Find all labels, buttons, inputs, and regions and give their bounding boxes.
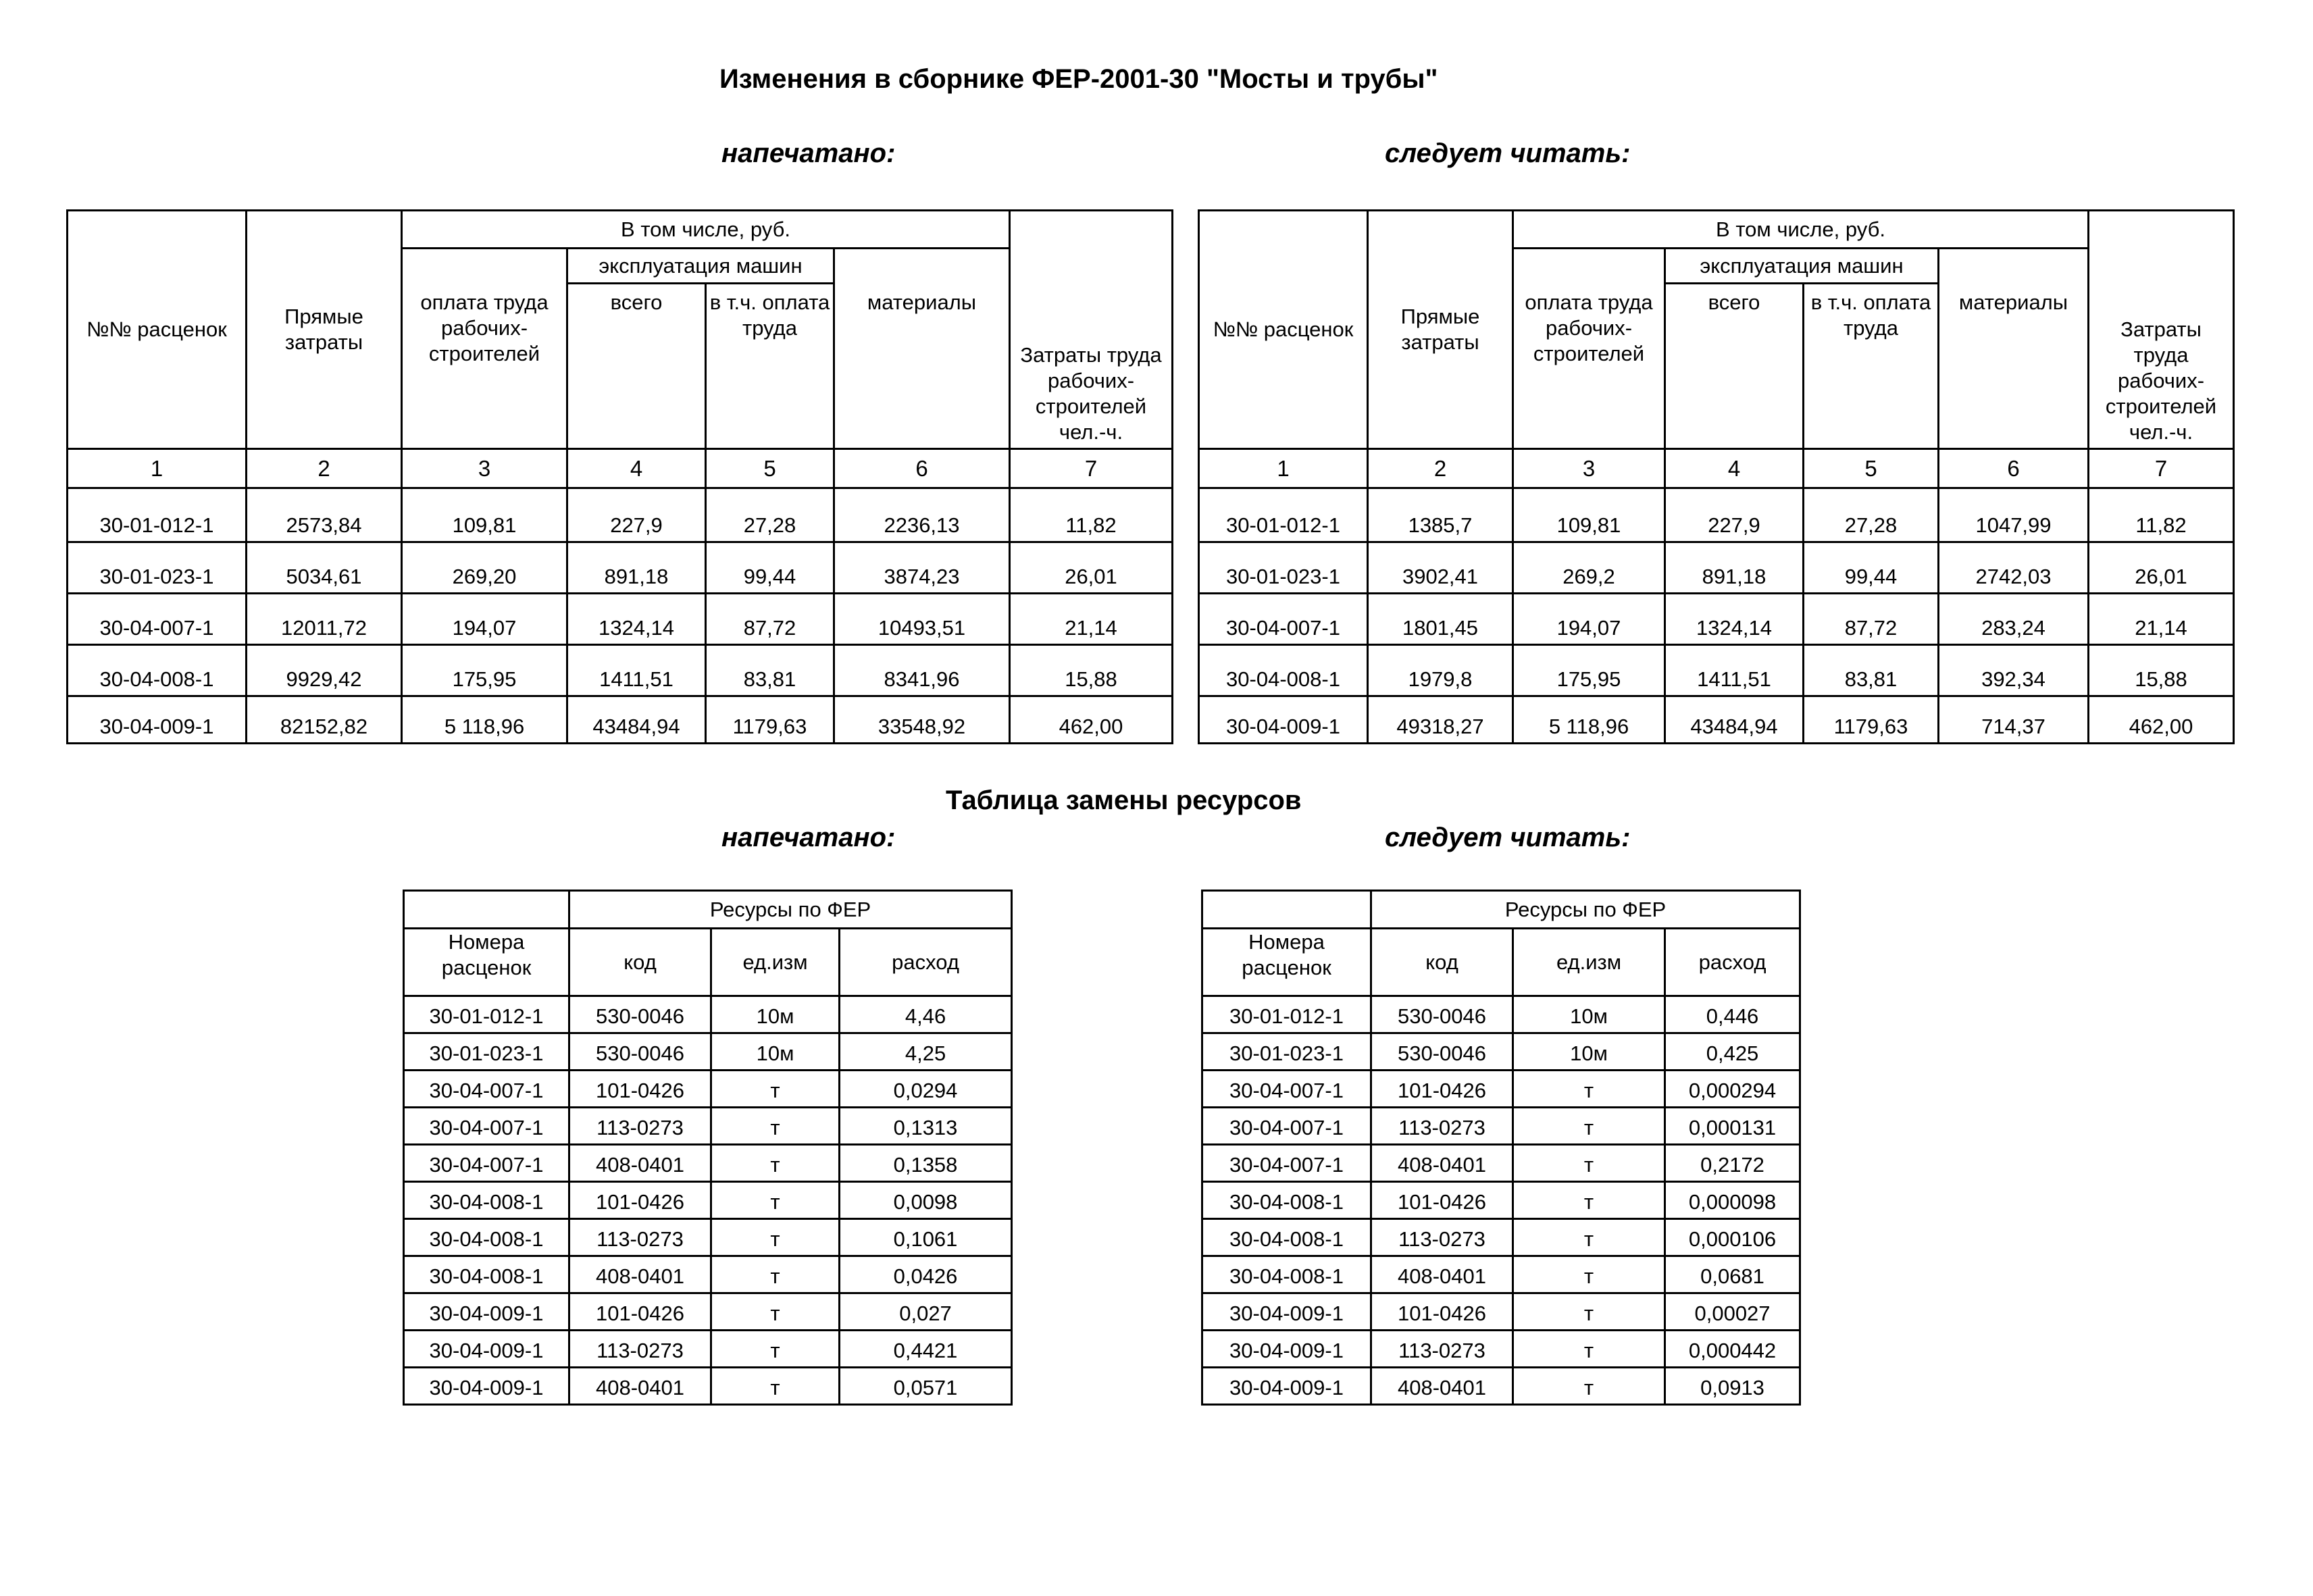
table-cell: 0,446 [1665, 996, 1800, 1033]
table-cell: т [1513, 1108, 1665, 1145]
table-cell: 408-0401 [1371, 1256, 1513, 1293]
table-cell: 0,027 [840, 1293, 1012, 1331]
table-cell: 0,000098 [1665, 1182, 1800, 1219]
header-machines-total: всего [1665, 284, 1804, 449]
table-cell: 891,18 [567, 542, 706, 594]
table-cell: 33548,92 [834, 696, 1010, 744]
page-title: Изменения в сборнике ФЕР-2001-30 "Мосты и трубы" [719, 64, 1438, 94]
table-row [68, 594, 1173, 645]
table-cell: 30-04-007-1 [68, 594, 247, 645]
header-materials: материалы [834, 249, 1010, 449]
header-labor-hours: Затраты труда рабочих-строителей чел.-ч. [2089, 211, 2234, 449]
table-cell: т [711, 1331, 840, 1368]
table-cell: 113-0273 [1371, 1108, 1513, 1145]
table-cell: 99,44 [706, 542, 834, 594]
table-cell: 9929,42 [247, 645, 402, 696]
table-cell: 30-01-012-1 [68, 488, 247, 542]
table-cell: 0,0681 [1665, 1256, 1800, 1293]
table-cell: т [711, 1256, 840, 1293]
table-cell: 82152,82 [247, 696, 402, 744]
table-cell: 5 118,96 [402, 696, 567, 744]
table-row [1202, 1108, 1800, 1145]
header-rate-numbers: Номера расценок [1202, 929, 1371, 996]
table-row [1202, 1293, 1800, 1331]
table-cell: 0,0426 [840, 1256, 1012, 1293]
table-cell: 30-04-007-1 [1202, 1071, 1371, 1108]
table-cell: 408-0401 [1371, 1368, 1513, 1405]
table-row [404, 1108, 1012, 1145]
table-cell: 0,1313 [840, 1108, 1012, 1145]
table-cell: 30-01-012-1 [1202, 996, 1371, 1033]
table-cell: 113-0273 [1371, 1331, 1513, 1368]
table-cell: 30-04-007-1 [404, 1108, 569, 1145]
col-number: 7 [1010, 449, 1173, 488]
table-cell: 21,14 [2089, 594, 2234, 645]
table-cell: 11,82 [2089, 488, 2234, 542]
table-cell: т [711, 1182, 840, 1219]
table-row [404, 1331, 1012, 1368]
table-cell: 30-04-008-1 [1199, 645, 1368, 696]
table-row [404, 996, 1012, 1033]
table-cell: 5 118,96 [1513, 696, 1665, 744]
table-row [1202, 1331, 1800, 1368]
table-cell: т [711, 1219, 840, 1256]
correct-label-2: следует читать: [1385, 823, 1631, 852]
table-cell: 30-04-009-1 [1202, 1368, 1371, 1405]
col-number: 6 [1939, 449, 2089, 488]
table-cell: 2236,13 [834, 488, 1010, 542]
main-table-correct [1198, 209, 2235, 744]
table-cell: т [1513, 1368, 1665, 1405]
table-cell: 0,2172 [1665, 1145, 1800, 1182]
col-number: 2 [247, 449, 402, 488]
table-cell: 269,20 [402, 542, 567, 594]
header-consumption: расход [1665, 929, 1800, 996]
correct-label: следует читать: [1385, 138, 1631, 168]
table-cell: 30-04-009-1 [404, 1293, 569, 1331]
table-cell: т [1513, 1145, 1665, 1182]
table-cell: 5034,61 [247, 542, 402, 594]
table-row [1202, 1256, 1800, 1293]
table-row [68, 542, 1173, 594]
table-cell: 3902,41 [1368, 542, 1513, 594]
col-number: 3 [402, 449, 567, 488]
header-labor-hours: Затраты труда рабочих-строителей чел.-ч. [1010, 211, 1173, 449]
header-wages: оплата труда рабочих-строителей [1513, 249, 1665, 449]
table-cell: 113-0273 [569, 1331, 711, 1368]
table-cell: 175,95 [1513, 645, 1665, 696]
table-row [1202, 1182, 1800, 1219]
col-number: 3 [1513, 449, 1665, 488]
header-empty [1202, 891, 1371, 929]
table-cell: т [1513, 1293, 1665, 1331]
table-row [1199, 594, 2234, 645]
header-unit: ед.изм [1513, 929, 1665, 996]
table-cell: 2573,84 [247, 488, 402, 542]
table-cell: 26,01 [1010, 542, 1173, 594]
header-materials: материалы [1939, 249, 2089, 449]
table-cell: 109,81 [402, 488, 567, 542]
table-cell: 530-0046 [569, 996, 711, 1033]
table-row [404, 1368, 1012, 1405]
table-cell: 714,37 [1939, 696, 2089, 744]
table-cell: 227,9 [567, 488, 706, 542]
table-row [1202, 1368, 1800, 1405]
table-cell: 10493,51 [834, 594, 1010, 645]
table-cell: т [711, 1293, 840, 1331]
table-cell: 30-04-009-1 [404, 1368, 569, 1405]
table-cell: 10м [711, 996, 840, 1033]
table-cell: 30-04-007-1 [1199, 594, 1368, 645]
table-row [404, 1145, 1012, 1182]
table-cell: 27,28 [1804, 488, 1939, 542]
table-cell: 87,72 [1804, 594, 1939, 645]
table-cell: 462,00 [2089, 696, 2234, 744]
table-cell: 30-04-007-1 [404, 1145, 569, 1182]
table-cell: 30-04-008-1 [68, 645, 247, 696]
table-cell: 30-04-008-1 [1202, 1256, 1371, 1293]
table-cell: т [1513, 1256, 1665, 1293]
table-row [404, 1182, 1012, 1219]
col-number: 1 [68, 449, 247, 488]
header-wages: оплата труда рабочих-строителей [402, 249, 567, 449]
table-cell: 30-04-008-1 [404, 1182, 569, 1219]
table-cell: 2742,03 [1939, 542, 2089, 594]
table-cell: 408-0401 [1371, 1145, 1513, 1182]
table-cell: 113-0273 [569, 1219, 711, 1256]
table-row [68, 696, 1173, 744]
table-cell: 101-0426 [569, 1182, 711, 1219]
table-cell: 49318,27 [1368, 696, 1513, 744]
table-cell: 83,81 [1804, 645, 1939, 696]
table-cell: 0,0294 [840, 1071, 1012, 1108]
table-cell: 43484,94 [567, 696, 706, 744]
table-cell: 10м [1513, 996, 1665, 1033]
resource-table-correct [1201, 890, 1801, 1406]
table-cell: 408-0401 [569, 1256, 711, 1293]
table-cell: т [1513, 1182, 1665, 1219]
table-cell: 1179,63 [706, 696, 834, 744]
table-row [1199, 645, 2234, 696]
table-cell: 27,28 [706, 488, 834, 542]
table-cell: 0,1061 [840, 1219, 1012, 1256]
table-cell: 30-04-008-1 [1202, 1219, 1371, 1256]
table-cell: 1324,14 [1665, 594, 1804, 645]
table-row [1202, 1219, 1800, 1256]
table-cell: т [711, 1071, 840, 1108]
header-rate-numbers: Номера расценок [404, 929, 569, 996]
table-cell: 30-01-023-1 [68, 542, 247, 594]
header-resources: Ресурсы по ФЕР [569, 891, 1012, 929]
printed-label-2: напечатано: [721, 823, 896, 852]
table-cell: 0,0913 [1665, 1368, 1800, 1405]
table-cell: 0,425 [1665, 1033, 1800, 1071]
table-cell: 0,000442 [1665, 1331, 1800, 1368]
table-cell: 175,95 [402, 645, 567, 696]
table-cell: 3874,23 [834, 542, 1010, 594]
header-unit: ед.изм [711, 929, 840, 996]
table-row [68, 488, 1173, 542]
table-row [1202, 1033, 1800, 1071]
col-number: 4 [567, 449, 706, 488]
col-number: 2 [1368, 449, 1513, 488]
table-cell: 30-04-007-1 [1202, 1108, 1371, 1145]
table-row [404, 1219, 1012, 1256]
table-row [404, 1293, 1012, 1331]
header-code: код [569, 929, 711, 996]
col-number: 6 [834, 449, 1010, 488]
table-cell: т [1513, 1331, 1665, 1368]
table-cell: 101-0426 [569, 1293, 711, 1331]
table-cell: 99,44 [1804, 542, 1939, 594]
table-cell: т [1513, 1219, 1665, 1256]
table-cell: 101-0426 [1371, 1071, 1513, 1108]
col-number: 1 [1199, 449, 1368, 488]
header-direct-costs: Прямые затраты [247, 211, 402, 449]
table-cell: 30-01-012-1 [1199, 488, 1368, 542]
table-cell: 462,00 [1010, 696, 1173, 744]
table-cell: 8341,96 [834, 645, 1010, 696]
table-row [1202, 1145, 1800, 1182]
table-cell: 0,1358 [840, 1145, 1012, 1182]
table-cell: 109,81 [1513, 488, 1665, 542]
table-cell: 12011,72 [247, 594, 402, 645]
table-cell: 113-0273 [569, 1108, 711, 1145]
table-row [1199, 488, 2234, 542]
table-cell: 30-04-008-1 [404, 1256, 569, 1293]
header-including: В том числе, руб. [402, 211, 1010, 249]
resource-table-printed [403, 890, 1013, 1406]
table-cell: 1047,99 [1939, 488, 2089, 542]
table-cell: 408-0401 [569, 1145, 711, 1182]
table-cell: 194,07 [1513, 594, 1665, 645]
table-cell: 0,4421 [840, 1331, 1012, 1368]
table-cell: 530-0046 [1371, 1033, 1513, 1071]
header-machines-total: всего [567, 284, 706, 449]
table-cell: 4,25 [840, 1033, 1012, 1071]
table-cell: 15,88 [1010, 645, 1173, 696]
table-cell: 113-0273 [1371, 1219, 1513, 1256]
header-consumption: расход [840, 929, 1012, 996]
table-row [1202, 1071, 1800, 1108]
table-cell: 269,2 [1513, 542, 1665, 594]
table-row [1199, 696, 2234, 744]
table-cell: 1801,45 [1368, 594, 1513, 645]
table-cell: 0,000106 [1665, 1219, 1800, 1256]
table-cell: 101-0426 [1371, 1182, 1513, 1219]
table-cell: 83,81 [706, 645, 834, 696]
table-row [68, 645, 1173, 696]
table-cell: 15,88 [2089, 645, 2234, 696]
table-cell: 30-04-009-1 [404, 1331, 569, 1368]
header-machines-wages: в т.ч. оплата труда [706, 284, 834, 449]
table-cell: 4,46 [840, 996, 1012, 1033]
table-cell: 30-04-008-1 [1202, 1182, 1371, 1219]
col-number: 5 [706, 449, 834, 488]
table-cell: 30-04-008-1 [404, 1219, 569, 1256]
table-row [404, 1033, 1012, 1071]
table-cell: 1179,63 [1804, 696, 1939, 744]
table-cell: 1385,7 [1368, 488, 1513, 542]
table-cell: 30-01-012-1 [404, 996, 569, 1033]
table-cell: 0,00027 [1665, 1293, 1800, 1331]
table-cell: 1324,14 [567, 594, 706, 645]
header-empty [404, 891, 569, 929]
header-including: В том числе, руб. [1513, 211, 2089, 249]
table-cell: 30-01-023-1 [1199, 542, 1368, 594]
table-cell: 194,07 [402, 594, 567, 645]
table-row [1199, 542, 2234, 594]
table-cell: т [711, 1108, 840, 1145]
table-cell: 10м [1513, 1033, 1665, 1071]
table-cell: т [711, 1145, 840, 1182]
table-cell: 0,0571 [840, 1368, 1012, 1405]
table-cell: 26,01 [2089, 542, 2234, 594]
table-cell: 30-01-023-1 [404, 1033, 569, 1071]
header-machines: эксплуатация машин [567, 249, 834, 284]
table-cell: т [1513, 1071, 1665, 1108]
table-cell: т [711, 1368, 840, 1405]
table-cell: 10м [711, 1033, 840, 1071]
table-cell: 0,000131 [1665, 1108, 1800, 1145]
table-row [1202, 996, 1800, 1033]
resource-table-title: Таблица замены ресурсов [946, 786, 1302, 815]
table-row [404, 1256, 1012, 1293]
table-cell: 1411,51 [567, 645, 706, 696]
table-cell: 0,000294 [1665, 1071, 1800, 1108]
table-cell: 408-0401 [569, 1368, 711, 1405]
table-cell: 11,82 [1010, 488, 1173, 542]
table-cell: 0,0098 [840, 1182, 1012, 1219]
table-cell: 30-04-009-1 [1202, 1331, 1371, 1368]
col-number: 5 [1804, 449, 1939, 488]
table-cell: 530-0046 [569, 1033, 711, 1071]
table-cell: 21,14 [1010, 594, 1173, 645]
col-number: 4 [1665, 449, 1804, 488]
table-cell: 30-04-009-1 [68, 696, 247, 744]
table-cell: 227,9 [1665, 488, 1804, 542]
printed-label: напечатано: [721, 138, 896, 168]
table-cell: 30-04-007-1 [1202, 1145, 1371, 1182]
header-code: код [1371, 929, 1513, 996]
table-cell: 30-04-009-1 [1202, 1293, 1371, 1331]
table-row [404, 1071, 1012, 1108]
col-number: 7 [2089, 449, 2234, 488]
table-cell: 530-0046 [1371, 996, 1513, 1033]
table-cell: 87,72 [706, 594, 834, 645]
header-rate-number: №№ расценок [1199, 211, 1368, 449]
table-cell: 1979,8 [1368, 645, 1513, 696]
table-cell: 43484,94 [1665, 696, 1804, 744]
table-cell: 30-04-007-1 [404, 1071, 569, 1108]
table-cell: 101-0426 [1371, 1293, 1513, 1331]
header-machines: эксплуатация машин [1665, 249, 1939, 284]
header-resources: Ресурсы по ФЕР [1371, 891, 1800, 929]
table-cell: 392,34 [1939, 645, 2089, 696]
header-rate-number: №№ расценок [68, 211, 247, 449]
table-cell: 283,24 [1939, 594, 2089, 645]
table-cell: 891,18 [1665, 542, 1804, 594]
main-table-printed [66, 209, 1173, 744]
header-direct-costs: Прямые затраты [1368, 211, 1513, 449]
header-machines-wages: в т.ч. оплата труда [1804, 284, 1939, 449]
table-cell: 101-0426 [569, 1071, 711, 1108]
table-cell: 1411,51 [1665, 645, 1804, 696]
table-cell: 30-01-023-1 [1202, 1033, 1371, 1071]
table-cell: 30-04-009-1 [1199, 696, 1368, 744]
